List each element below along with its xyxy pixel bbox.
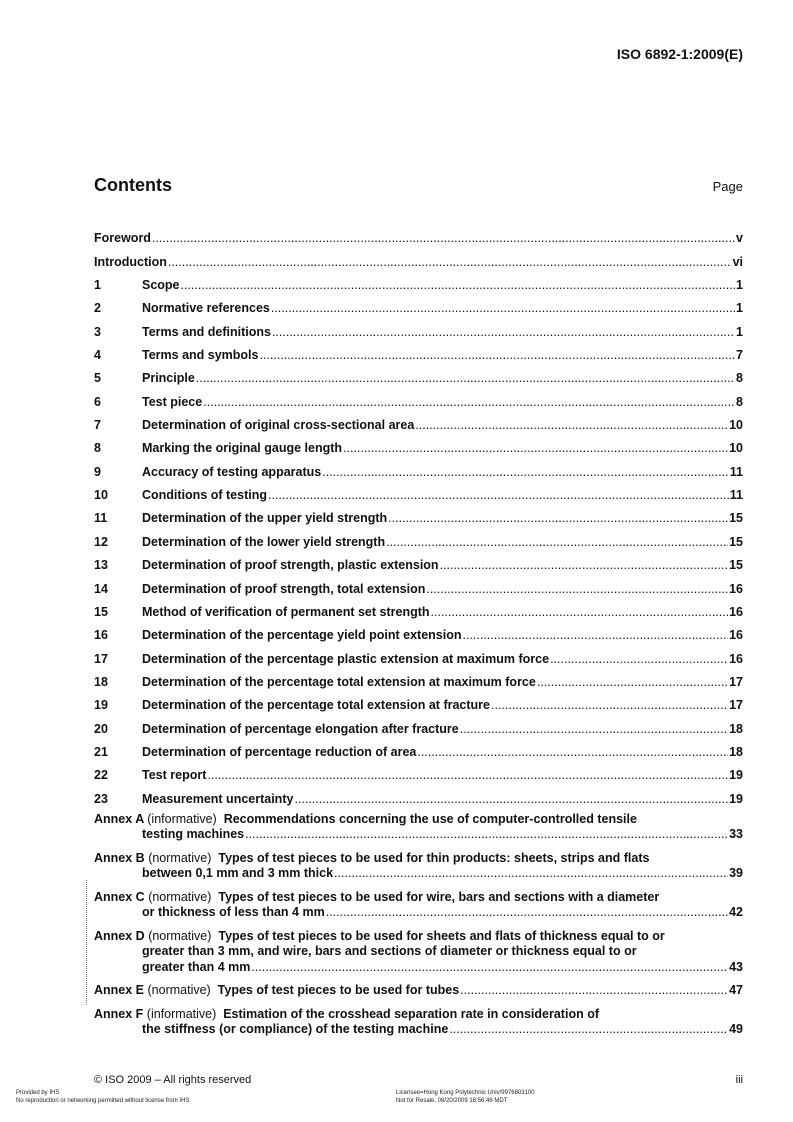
dot-leader	[268, 488, 729, 503]
toc-annex-c[interactable]	[94, 890, 743, 921]
toc-entry-number: 21	[94, 744, 108, 759]
toc-entry-title: Determination of proof strength, total extension	[142, 581, 426, 596]
toc-entry-page: 1	[736, 324, 743, 339]
dot-leader	[168, 255, 732, 270]
toc-entry-title: Determination of the percentage yield point extension	[142, 628, 462, 643]
toc-entry-page: 10	[729, 441, 743, 456]
toc-entry-page: 15	[729, 534, 743, 549]
toc-entry-title: Measurement uncertainty	[142, 791, 294, 806]
toc-entry-number: 12	[94, 534, 108, 549]
toc-entry[interactable]	[94, 363, 743, 386]
dot-leader	[343, 441, 728, 456]
scan-margin-mark	[86, 880, 87, 1005]
annex-title: Types of test pieces to be used for tubes	[217, 983, 460, 998]
toc-entry-number: 16	[94, 628, 108, 643]
toc-entry-number: 3	[94, 324, 101, 339]
annex-title: Recommendations concerning the use of computer-controlled tensile	[223, 811, 637, 826]
toc-entry[interactable]	[94, 433, 743, 456]
contents-heading-row	[94, 175, 743, 196]
provider-notice	[16, 1089, 189, 1105]
toc-entry-title: Determination of percentage reduction of area	[142, 744, 417, 759]
dot-leader	[181, 278, 736, 293]
toc-entry-page: 1	[736, 278, 743, 293]
dot-leader	[207, 768, 728, 783]
toc-entry-page: 16	[729, 651, 743, 666]
toc-entry[interactable]	[94, 223, 743, 246]
page-folio: iii	[735, 1074, 743, 1086]
toc-entry-title: Principle	[142, 371, 195, 386]
toc-entry-number: 9	[94, 464, 101, 479]
annex-title: Types of test pieces to be used for sheets and flats of thickness equal to or	[218, 928, 665, 943]
toc-entry[interactable]	[94, 526, 743, 549]
toc-entry-page: 15	[729, 558, 743, 573]
toc-entry[interactable]	[94, 643, 743, 666]
dot-leader	[272, 325, 735, 340]
dot-leader	[460, 722, 728, 737]
annex-title: Estimation of the crosshead separation rate in consideration of	[223, 1006, 599, 1021]
toc-entry-number: 5	[94, 371, 101, 386]
dot-leader	[196, 371, 735, 386]
toc-entry-title: Method of verification of permanent set strength	[142, 604, 430, 619]
toc-entry-title: Determination of the upper yield strength	[142, 511, 388, 526]
toc-entry-title: Terms and symbols	[142, 348, 259, 363]
toc-entry[interactable]	[94, 480, 743, 503]
dot-leader	[440, 558, 729, 573]
table-of-contents	[94, 223, 743, 1038]
toc-entry-title: Accuracy of testing apparatus	[142, 464, 322, 479]
toc-entry[interactable]	[94, 690, 743, 713]
toc-entry[interactable]	[94, 667, 743, 690]
dot-leader	[426, 582, 728, 597]
annex-page: 49	[729, 1022, 743, 1037]
toc-entry-number: 20	[94, 721, 108, 736]
toc-entry-page: 16	[729, 581, 743, 596]
dot-leader	[386, 535, 728, 550]
toc-entry-number: 8	[94, 441, 101, 456]
toc-entry-number: 15	[94, 604, 108, 619]
toc-entry-title: Terms and definitions	[142, 324, 271, 339]
dot-leader	[550, 652, 728, 667]
toc-annex-d[interactable]	[94, 929, 743, 976]
toc-entry[interactable]	[94, 246, 743, 269]
toc-entry-page: vi	[732, 254, 743, 269]
toc-entry-page: 19	[729, 768, 743, 783]
toc-annex-e[interactable]	[94, 983, 743, 999]
toc-entry[interactable]	[94, 573, 743, 596]
dot-leader	[259, 348, 735, 363]
annex-title-end: greater than 4 mm	[142, 959, 251, 974]
toc-entry-title: Marking the original gauge length	[142, 441, 343, 456]
toc-entry-number: 10	[94, 488, 108, 503]
toc-entry-number: 1	[94, 278, 101, 293]
dot-leader	[271, 301, 735, 316]
annex-title-end: between 0,1 mm and 3 mm thick	[142, 866, 334, 881]
annex-title-end: testing machines	[142, 827, 245, 842]
toc-entry-title: Normative references	[142, 301, 270, 316]
annex-page: 33	[729, 827, 743, 842]
dot-leader	[388, 511, 728, 526]
standard-reference: ISO 6892-1:2009(E)	[616, 46, 743, 62]
dot-leader	[203, 395, 735, 410]
toc-entry-number: 7	[94, 418, 101, 433]
toc-entry-page: 15	[729, 511, 743, 526]
toc-entry-title: Introduction	[94, 254, 167, 269]
annex-type: (normative)	[148, 928, 212, 943]
toc-entry-page: 19	[729, 791, 743, 806]
copyright-notice: © ISO 2009 – All rights reserved	[94, 1074, 252, 1086]
toc-entry[interactable]	[94, 456, 743, 479]
annex-title: Types of test pieces to be used for thin products: sheets, strips and flats	[218, 850, 650, 865]
toc-entry-page: 16	[729, 604, 743, 619]
toc-entry-number: 19	[94, 698, 108, 713]
toc-entry-title: Determination of the percentage total extension at maximum force	[142, 674, 536, 689]
dot-leader	[491, 698, 728, 713]
dot-leader	[294, 792, 728, 807]
annex-title: Types of test pieces to be used for wire, bars and sections with a diameter	[218, 889, 660, 904]
annex-title-continued: greater than 3 mm, and wire, bars and sections of diameter or thickness equal to or	[142, 944, 637, 959]
toc-annex-a[interactable]	[94, 812, 743, 843]
toc-entry[interactable]	[94, 713, 743, 736]
annex-page: 39	[729, 866, 743, 881]
dot-leader	[245, 827, 728, 843]
toc-entry-page: 10	[729, 418, 743, 433]
contents-title: Contents	[94, 175, 172, 195]
toc-entry-title: Test piece	[142, 394, 203, 409]
toc-entry[interactable]	[94, 316, 743, 339]
toc-entry[interactable]	[94, 386, 743, 409]
toc-entry-number: 4	[94, 348, 101, 363]
annex-type: (normative)	[147, 983, 211, 998]
page-column-label: Page	[712, 179, 743, 194]
toc-annex-b[interactable]	[94, 851, 743, 882]
toc-entry-number: 13	[94, 558, 108, 573]
toc-entry[interactable]	[94, 550, 743, 573]
toc-entry[interactable]	[94, 783, 743, 806]
licensee-text: Licensee=Hong Kong Polytechnic Univ/9976803100	[396, 1090, 535, 1096]
toc-entry[interactable]	[94, 597, 743, 620]
dot-leader	[460, 983, 728, 999]
annex-page: 42	[729, 905, 743, 920]
toc-entry-page: 16	[729, 628, 743, 643]
annex-label: Annex F	[94, 1006, 144, 1021]
toc-entry-title: Scope	[142, 278, 180, 293]
toc-entry-page: 1	[736, 301, 743, 316]
toc-entry-page: 8	[736, 394, 743, 409]
annex-type: (informative)	[146, 1006, 217, 1021]
annex-label: Annex A	[94, 811, 144, 826]
annex-title-end: or thickness of less than 4 mm	[142, 905, 325, 920]
dot-leader	[537, 675, 728, 690]
annex-label: Annex C	[94, 889, 145, 904]
toc-entry[interactable]	[94, 270, 743, 293]
toc-entry-page: 11	[729, 464, 743, 479]
dot-leader	[326, 905, 728, 921]
dot-leader	[449, 1022, 728, 1038]
toc-entry-page: 11	[729, 488, 743, 503]
toc-entry-number: 22	[94, 768, 108, 783]
toc-entry-title: Determination of the lower yield strength	[142, 534, 386, 549]
toc-entry-title: Conditions of testing	[142, 488, 267, 503]
toc-entry[interactable]	[94, 620, 743, 643]
toc-entry-number: 6	[94, 394, 101, 409]
toc-entry-title: Test report	[142, 768, 207, 783]
toc-entry[interactable]	[94, 737, 743, 760]
toc-entry[interactable]	[94, 503, 743, 526]
annex-type: (informative)	[147, 811, 217, 826]
toc-entry-page: 7	[736, 348, 743, 363]
annex-page: 43	[729, 959, 743, 974]
toc-entry-number: 11	[94, 511, 108, 526]
toc-entry-page: 17	[729, 698, 743, 713]
toc-entry-number: 14	[94, 581, 108, 596]
toc-entry-title: Determination of original cross-sectional area	[142, 418, 415, 433]
no-reproduction-text: No reproduction or networking permitted without license from IHS	[16, 1098, 190, 1104]
dot-leader	[152, 231, 735, 246]
dot-leader	[417, 745, 728, 760]
toc-entry-page: v	[736, 231, 743, 246]
provided-by-text: Provided by IHS	[16, 1090, 60, 1096]
toc-entry-page: 18	[729, 744, 743, 759]
dot-leader	[322, 465, 729, 480]
toc-entry-number: 18	[94, 674, 108, 689]
toc-entry-number: 23	[94, 791, 108, 806]
toc-entry-title: Determination of the percentage total extension at fracture	[142, 698, 490, 713]
annex-type: (normative)	[148, 850, 212, 865]
not-for-resale-text: Not for Resale, 08/20/2009 18:56:46 MDT	[396, 1098, 508, 1104]
dot-leader	[431, 605, 729, 620]
dot-leader	[415, 418, 728, 433]
toc-entry-number: 2	[94, 301, 101, 316]
annex-label: Annex B	[94, 850, 145, 865]
annex-label: Annex E	[94, 983, 145, 998]
annex-page: 47	[729, 983, 743, 998]
toc-entry[interactable]	[94, 410, 743, 433]
toc-entry-title: Determination of percentage elongation after fracture	[142, 721, 459, 736]
annex-type: (normative)	[148, 889, 212, 904]
toc-entry-title: Determination of the percentage plastic extension at maximum force	[142, 651, 550, 666]
toc-entry-title: Determination of proof strength, plastic extension	[142, 558, 439, 573]
toc-entry[interactable]	[94, 293, 743, 316]
annex-label: Annex D	[94, 928, 145, 943]
toc-entry[interactable]	[94, 760, 743, 783]
toc-entry-page: 8	[736, 371, 743, 386]
license-notice	[396, 1089, 535, 1105]
toc-entry-number: 17	[94, 651, 108, 666]
toc-entry-page: 17	[729, 674, 743, 689]
toc-entries	[94, 223, 743, 807]
dot-leader	[251, 960, 728, 976]
dot-leader	[334, 866, 728, 882]
annex-title-end: the stiffness (or compliance) of the testing machine	[142, 1022, 449, 1037]
dot-leader	[463, 628, 729, 643]
toc-entry-title: Foreword	[94, 231, 151, 246]
toc-annex-f[interactable]	[94, 1007, 743, 1038]
toc-entry[interactable]	[94, 340, 743, 363]
toc-entry-page: 18	[729, 721, 743, 736]
